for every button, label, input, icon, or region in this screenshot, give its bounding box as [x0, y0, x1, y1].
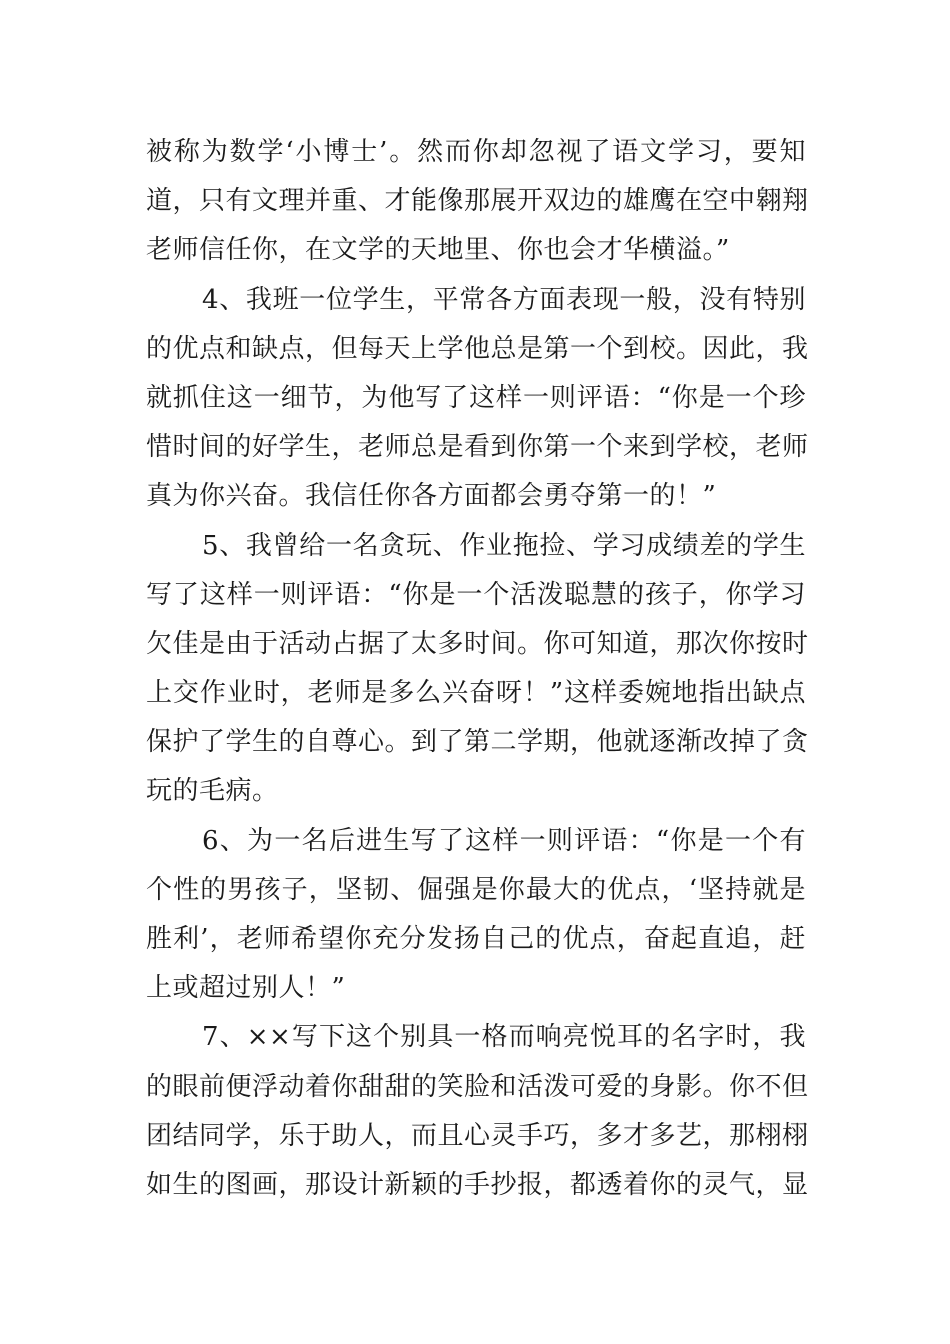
text-line: 真为你兴奋。我信任你各方面都会勇夺第一的！”: [146, 481, 717, 512]
text-line: 7、××写下这个别具一格而响亮悦耳的名字时，我: [202, 1022, 806, 1053]
paragraph-item-5: [146, 522, 809, 817]
text-line: 道，只有文理并重、才能像那展开双边的雄鹰在空中翱翔: [146, 186, 809, 217]
text-line: 上或超过别人！”: [146, 973, 346, 1004]
text-line: 就抓住这一细节，为他写了这样一则评语：“你是一个珍: [146, 382, 806, 413]
paragraph-continuation: [146, 128, 809, 276]
text-line: 的优点和缺点，但每天上学他总是第一个到校。因此，我: [146, 333, 809, 364]
text-line: 写了这样一则评语：“你是一个活泼聪慧的孩子，你学习: [146, 579, 806, 610]
text-line: 玩的毛病。: [146, 776, 279, 807]
paragraph-item-6: [146, 817, 806, 1014]
text-line: 的眼前便浮动着你甜甜的笑脸和活泼可爱的身影。你不但: [146, 1071, 809, 1102]
text-line: 6、为一名后进生写了这样一则评语：“你是一个有: [202, 825, 806, 856]
text-line: 被称为数学‘小博士’。然而你却忽视了语文学习，要知: [146, 137, 806, 167]
text-line: 欠佳是由于活动占据了太多时间。你可知道，那次你按时: [146, 628, 809, 659]
text-line: 保护了学生的自尊心。到了第二学期，他就逐渐改掉了贪: [146, 727, 809, 758]
text-line: 4、我班一位学生，平常各方面表现一般，没有特别: [202, 284, 806, 315]
text-line: 胜利’，老师希望你充分发扬自己的优点，奋起直追，赶: [146, 924, 806, 954]
paragraph-item-4: [146, 276, 809, 522]
text-line: 个性的男孩子，坚韧、倔强是你最大的优点，‘坚持就是: [146, 874, 806, 905]
text-line: 5、我曾给一名贪玩、作业拖捡、学习成绩差的学生: [202, 530, 806, 561]
body-text: [146, 128, 809, 1210]
text-line: 上交作业时，老师是多么兴奋呀！”这样委婉地指出缺点: [146, 678, 806, 709]
text-line: 如生的图画，那设计新颖的手抄报，都透着你的灵气，显: [146, 1169, 809, 1200]
text-line: 团结同学，乐于助人，而且心灵手巧，多才多艺，那栩栩: [146, 1120, 809, 1151]
text-line: 惜时间的好学生，老师总是看到你第一个来到学校，老师: [146, 432, 809, 463]
paragraph-item-7: [146, 1013, 809, 1210]
text-line: 老师信任你，在文学的天地里、你也会才华横溢。”: [146, 235, 730, 266]
